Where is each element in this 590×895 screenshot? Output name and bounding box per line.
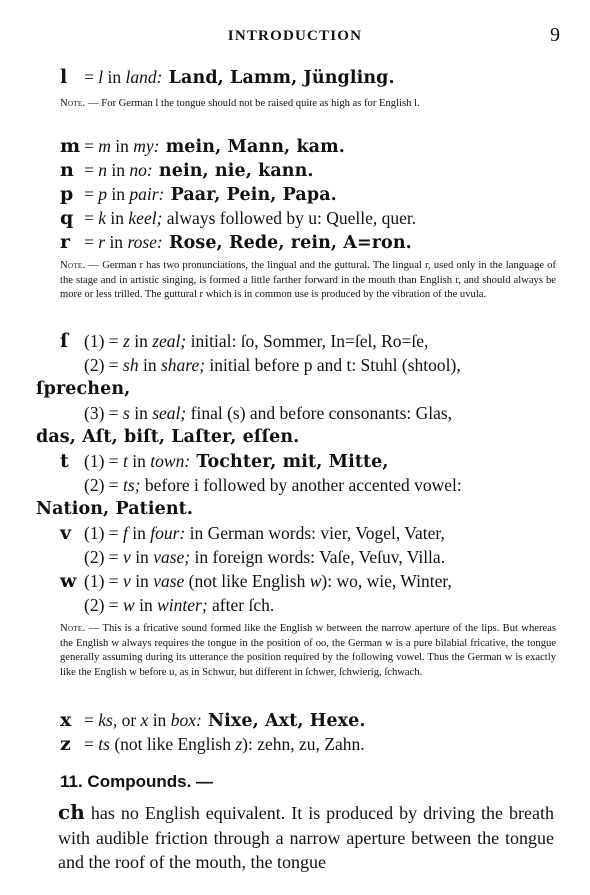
running-head: INTRODUCTION xyxy=(227,28,363,44)
ch-letter: ch xyxy=(58,800,85,824)
note-r: Note. — German r has two pronunciations, the lingual and the guttural. The lingual r, used only in the language of the stage and in artistic singing, is formed a little farther forward in the mouth than English r, and should always be more or less trilled. The guttural r which is in common use is produced by the vibration of the uvula. xyxy=(60,260,556,301)
entry-r: r = r in rose: Rose, Rede, rein, A=ron. xyxy=(60,231,412,253)
letter-q: q xyxy=(60,207,74,229)
entry-s-1: ſ (1) = z in zeal; initial: ſo, Sommer, In=ſel, Ro=ſe, xyxy=(60,330,429,352)
letter-n: n xyxy=(60,159,74,181)
entry-l: l = l in land: Land, Lamm, Jüngling. xyxy=(60,66,395,88)
entry-w-1: w (1) = v in vase (not like English w): wo, wie, Winter, xyxy=(60,570,452,592)
entry-m: m = m in my: mein, Mann, kam. xyxy=(60,135,345,157)
entry-p: p = p in pair: Paar, Pein, Papa. xyxy=(60,183,337,205)
entry-n: n = n in no: nein, nie, kann. xyxy=(60,159,314,181)
letter-t: t xyxy=(60,450,69,472)
letter-s: ſ xyxy=(60,330,69,352)
letter-w: w xyxy=(60,570,77,592)
letter-x: x xyxy=(60,709,72,731)
entry-s-2: (2) = sh in share; initial before p and t: Stuhl (shtool), xyxy=(84,355,461,375)
entry-v-2: (2) = v in vase; in foreign words: Vaſe, Veſuv, Villa. xyxy=(84,547,446,567)
paragraph-ch: ch has no English equivalent. It is produced by driving the breath with audible friction through a narrow aperture between the tongue and the roof of the mouth, the tongue xyxy=(58,800,554,872)
letter-m: m xyxy=(60,135,81,157)
entry-q: q = k in keel; always followed by u: Quelle, quer. xyxy=(60,207,417,229)
entry-t-2: (2) = ts; before i followed by another accented vowel: xyxy=(84,475,462,495)
letter-l: l xyxy=(60,66,68,88)
entry-t-2b: Nation, Patient. xyxy=(36,499,194,519)
page-number: 9 xyxy=(550,24,560,46)
entry-z: z = ts (not like English z): zehn, zu, Zahn. xyxy=(60,733,365,755)
page-header xyxy=(0,26,590,50)
entry-w-2: (2) = w in winter; after ſch. xyxy=(84,595,275,615)
letter-r: r xyxy=(60,231,71,253)
examples: Land, Lamm, Jüngling. xyxy=(162,68,395,88)
entry-x: x = ks, or x in box: Nixe, Axt, Hexe. xyxy=(60,709,366,731)
section-heading: 11. Compounds. — xyxy=(60,772,214,791)
letter-p: p xyxy=(60,183,74,205)
letter-z: z xyxy=(60,733,71,755)
note-w: Note. — This is a fricative sound formed like the English w between the narrow aperture of the lips. But whereas the English w always requires the tongue in the position of oo, the German w is a pure bilabial fricative, the tongue generally assuming during its utterance the position required by the following vowel. Thus the German w is exactly like the English w before u, as in Schwur, but different in ſchwer, ſchwierig, ſchwach. xyxy=(60,623,556,678)
entry-s-2b: ſprechen, xyxy=(36,379,131,399)
entry-s-3: (3) = s in seal; final (s) and before consonants: Glas, xyxy=(84,403,453,423)
note-l: Note. — For German l the tongue should not be raised quite as high as for English l. xyxy=(60,98,420,109)
letter-v: v xyxy=(60,522,72,544)
entry-v-1: v (1) = f in four: in German words: vier, Vogel, Vater, xyxy=(60,522,445,544)
entry-s-3b: das, Aſt, biſt, Laſter, eſſen. xyxy=(36,427,300,447)
entry-t-1: t (1) = t in town: Tochter, mit, Mitte, xyxy=(60,450,389,472)
